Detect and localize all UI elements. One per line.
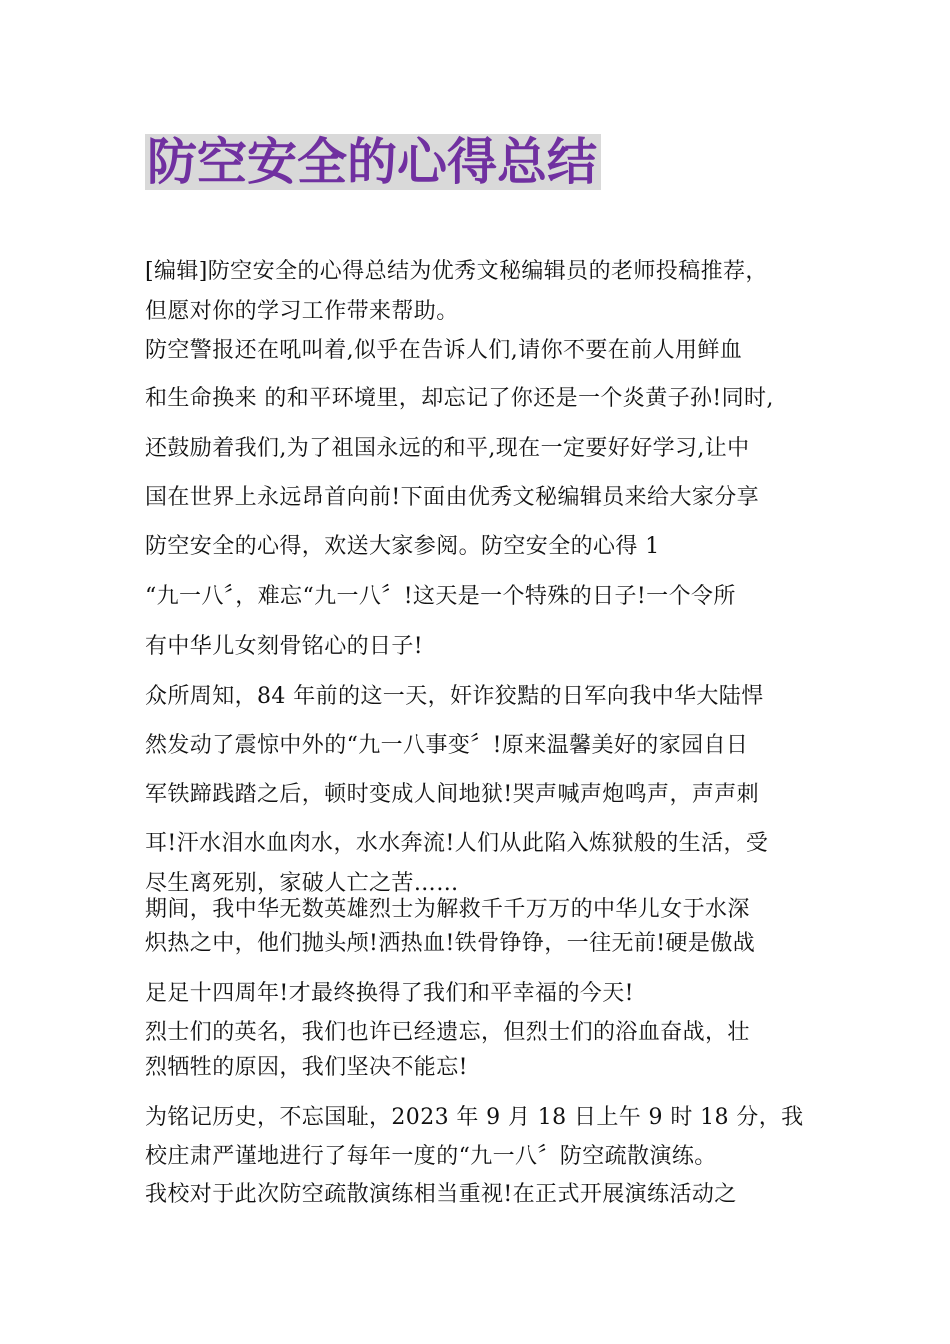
body-line: 烈士们的英名，我们也许已经遗忘，但烈士们的浴血奋战，壮 (145, 1020, 750, 1045)
body-line: 校庄肃严谨地进行了每年一度的“九一八〞防空疏散演练。 (145, 1144, 717, 1169)
body-line: 国在世界上永远昂首向前!下面由优秀文秘编辑员来给大家分享 (145, 485, 760, 510)
body-line: 还鼓励着我们,为了祖国永远的和平,现在一定要好好学习,让中 (145, 436, 750, 461)
body-line: 防空警报还在吼叫着,似乎在告诉人们,请你不要在前人用鲜血 (145, 338, 743, 363)
body-line: 烈牺牲的原因，我们坚决不能忘! (145, 1055, 468, 1080)
body-line: [编辑]防空安全的心得总结为优秀文秘编辑员的老师投稿推荐， (145, 259, 768, 284)
body-line: 为铭记历史，不忘国耻，2023 年 9 月 18 日上午 9 时 18 分，我 (145, 1105, 804, 1130)
body-line: 但愿对你的学习工作带来帮助。 (145, 299, 459, 324)
body-line: 有中华儿女刻骨铭心的日子! (145, 634, 424, 659)
body-line: 尽生离死别，家破人亡之苦…… (145, 871, 459, 896)
body-line: 防空安全的心得，欢送大家参阅。防空安全的心得 1 (145, 534, 660, 559)
body-line: 足足十四周年!才最终换得了我们和平幸福的今天! (145, 981, 634, 1006)
document-title: 防空安全的心得总结 (145, 134, 601, 190)
body-line: 众所周知，84 年前的这一天，奸诈狡黠的日军向我中华大陆悍 (145, 684, 764, 709)
body-line: 然发动了震惊中外的“九一八事变〞!原来温馨美好的家园自日 (145, 733, 749, 758)
body-line: 耳!汗水泪水血肉水，水水奔流!人们从此陷入炼狱般的生活，受 (145, 831, 769, 856)
body-line: 和生命换来 的和平环境里，却忘记了你还是一个炎黄子孙!同时, (145, 386, 774, 411)
body-line: 炽热之中，他们抛头颅!洒热血!铁骨铮铮，一往无前!硬是傲战 (145, 931, 756, 956)
body-line: 我校对于此次防空疏散演练相当重视!在正式开展演练活动之 (145, 1182, 737, 1207)
body-line: 期间，我中华无数英雄烈士为解救千千万万的中华儿女于水深 (145, 897, 750, 922)
body-line: “九一八〞，难忘“九一八〞!这天是一个特殊的日子!一个令所 (145, 584, 736, 609)
body-line: 军铁蹄践踏之后，顿时变成人间地狱!哭声喊声炮鸣声，声声刺 (145, 782, 760, 807)
